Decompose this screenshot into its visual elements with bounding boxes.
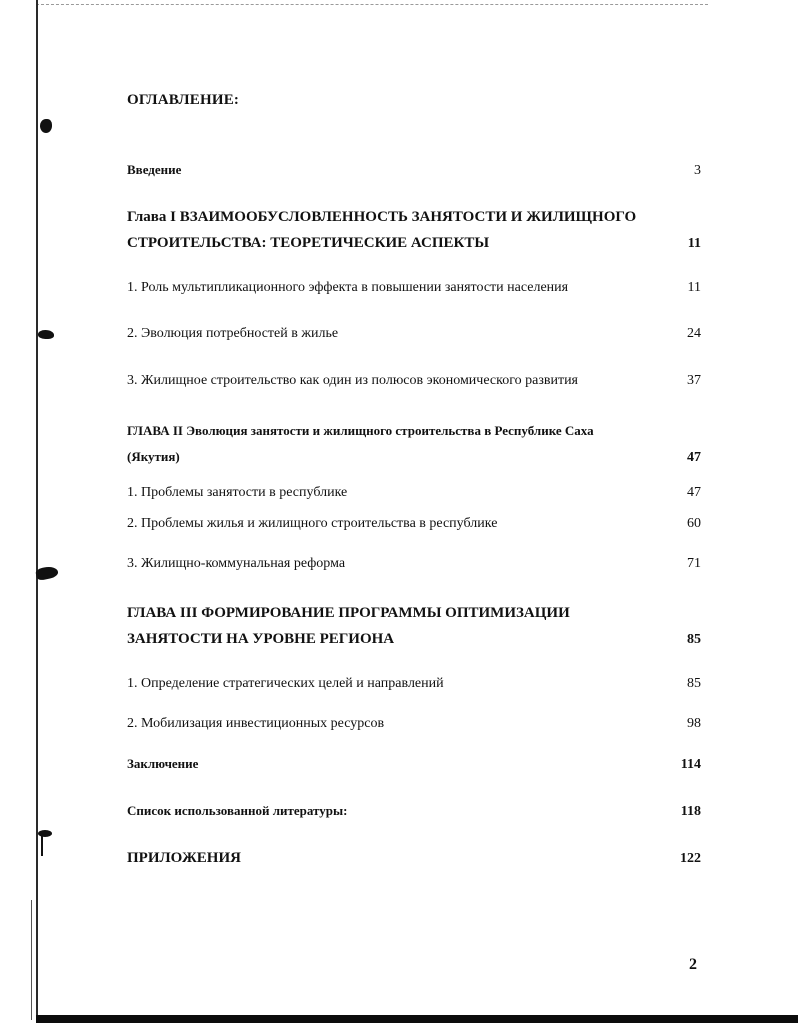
scan-edge-left-secondary [31, 900, 32, 1020]
toc-entry-section-3-1[interactable] [127, 676, 701, 692]
toc-entry-page: 118 [680, 804, 701, 819]
toc-entry-text: ПРИЛОЖЕНИЯ [127, 850, 241, 866]
toc-entry-text: 3. Жилищное строительство как один из полюсов экономического развития [127, 373, 579, 388]
toc-entry-page: 60 [687, 516, 701, 531]
scan-edge-top [36, 4, 708, 5]
toc-entry-conclusion[interactable] [127, 756, 701, 773]
toc-entry-text-line1: ГЛАВА III ФОРМИРОВАНИЕ ПРОГРАММЫ ОПТИМИЗАЦИИ [127, 605, 570, 621]
punch-hole-mark [35, 565, 59, 581]
toc-entry-text-line1: Глава I ВЗАИМООБУСЛОВЛЕННОСТЬ ЗАНЯТОСТИ И ЖИЛИЩНОГО [127, 209, 637, 225]
toc-entry-chapter-2[interactable] [127, 418, 701, 471]
toc-entry-section-1-3[interactable] [127, 373, 701, 389]
toc-entry-page: 114 [680, 757, 701, 772]
toc-entry-page: 37 [687, 373, 701, 388]
punch-hole-mark [38, 330, 54, 339]
toc-entry-text-line1: ГЛАВА II Эволюция занятости и жилищного строительства в Республике Саха [127, 423, 594, 438]
toc-entry-text: 2. Эволюция потребностей в жилье [127, 326, 339, 341]
toc-entry-chapter-3[interactable] [127, 600, 701, 653]
toc-entry-section-1-2[interactable] [127, 326, 701, 342]
toc-entry-page: 71 [687, 556, 701, 571]
toc-entry-text: 1. Определение стратегических целей и направлений [127, 676, 444, 691]
toc-entry-text: Введение [127, 162, 182, 177]
toc-entry-page: 11 [687, 236, 701, 251]
toc-entry-section-2-2[interactable] [127, 516, 701, 532]
toc-entry-page: 122 [680, 851, 701, 866]
toc-entry-section-2-3[interactable] [127, 556, 701, 572]
toc-entry-section-3-2[interactable] [127, 716, 701, 732]
toc-entry-text: 2. Проблемы жилья и жилищного строительства в республике [127, 516, 498, 531]
toc-entry-introduction[interactable] [127, 162, 701, 179]
page-number: 2 [689, 956, 697, 973]
toc-entry-text: Заключение [127, 756, 199, 771]
toc-title: ОГЛАВЛЕНИЕ: [127, 92, 240, 108]
toc-entry-text-line2: (Якутия) [127, 449, 180, 464]
toc-entry-appendices[interactable] [127, 850, 701, 867]
punch-hole-mark [40, 119, 52, 133]
scan-edge-bottom [36, 1015, 798, 1023]
toc-entry-page: 11 [687, 280, 701, 295]
toc-entry-section-1-1[interactable] [127, 280, 701, 296]
toc-entry-page: 47 [687, 485, 701, 500]
scan-edge-left [36, 0, 38, 1020]
punch-hole-mark [41, 834, 43, 856]
toc-entry-text: 3. Жилищно-коммунальная реформа [127, 556, 346, 571]
toc-entry-page: 3 [694, 163, 701, 178]
toc-entry-text: 1. Роль мультипликационного эффекта в повышении занятости населения [127, 280, 569, 295]
toc-entry-text: Список использованной литературы: [127, 803, 348, 818]
toc-entry-text: 2. Мобилизация инвестиционных ресурсов [127, 716, 385, 731]
toc-entry-page: 85 [687, 632, 701, 647]
toc-entry-text-line2: ЗАНЯТОСТИ НА УРОВНЕ РЕГИОНА [127, 631, 395, 647]
toc-entry-page: 85 [687, 676, 701, 691]
toc-entry-chapter-1[interactable] [127, 204, 701, 257]
toc-entry-bibliography[interactable] [127, 803, 701, 820]
toc-entry-text-line2: СТРОИТЕЛЬСТВА: ТЕОРЕТИЧЕСКИЕ АСПЕКТЫ [127, 235, 490, 251]
toc-entry-page: 98 [687, 716, 701, 731]
toc-entry-page: 24 [687, 326, 701, 341]
toc-entry-section-2-1[interactable] [127, 485, 701, 501]
toc-entry-text: 1. Проблемы занятости в республике [127, 485, 348, 500]
toc-entry-page: 47 [687, 450, 701, 465]
